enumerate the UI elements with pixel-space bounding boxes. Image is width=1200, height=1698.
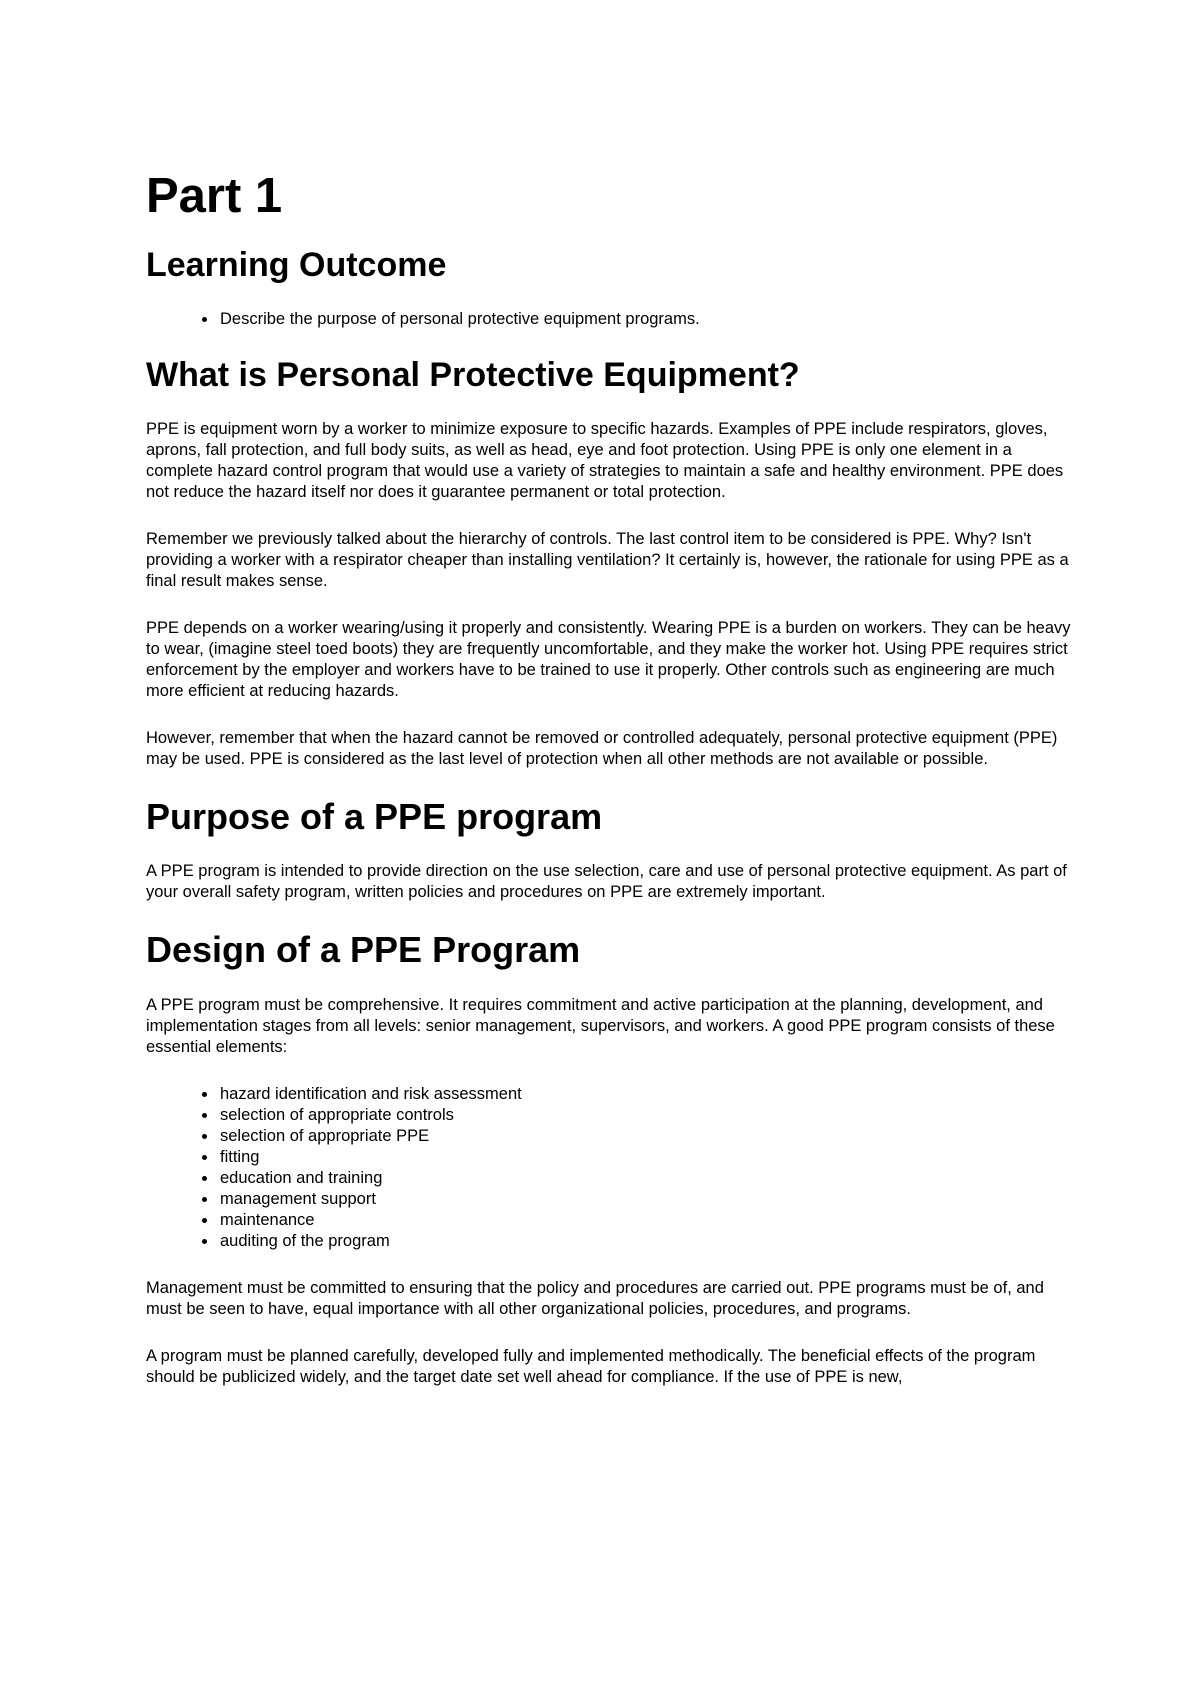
list-item: • hazard identification and risk assessment [218, 1084, 1076, 1105]
paragraph: PPE depends on a worker wearing/using it properly and consistently. Wearing PPE is a burden on workers. They can be heavy to wear, (imagine steel toed boots) they are frequently uncomfortable, and they make the worker hot. Using PPE requires strict enforcement by the employer and workers have to be trained to use it properly. Other controls such as engineering are much more efficient at reducing hazards. [146, 619, 1071, 701]
list-item: • selection of appropriate PPE [218, 1126, 1076, 1147]
design-heading: Design of a PPE Program [146, 929, 581, 971]
paragraph: Management must be committed to ensuring that the policy and procedures are carried out. PPE programs must be of, and must be seen to have, equal importance with all other organizational policies, procedures, and programs. [146, 1278, 1044, 1318]
learning-outcome-list [146, 309, 1076, 330]
paragraph: PPE is equipment worn by a worker to minimize exposure to specific hazards. Examples of PPE include respirators, gloves, aprons, fall protection, and full body suits, as well as head, eye and foot protection. Using PPE is only one element in a complete hazard control program that would use a variety of strategies to maintain a safe and healthy environment. PPE does not reduce the hazard itself nor does it guarantee permanent or total protection. [146, 420, 1064, 502]
list-item: • selection of appropriate controls [218, 1105, 1076, 1126]
learning-outcome-heading: Learning Outcome [146, 245, 447, 284]
list-item: • auditing of the program [218, 1231, 1076, 1252]
list-item: • management support [218, 1189, 1076, 1210]
document-title: Part 1 [146, 169, 283, 223]
list-item: • maintenance [218, 1210, 1076, 1231]
paragraph: A PPE program is intended to provide direction on the use selection, care and use of personal protective equipment. As part of your overall safety program, written policies and procedures on PPE are extremely important. [146, 862, 1067, 902]
paragraph: However, remember that when the hazard cannot be removed or controlled adequately, personal protective equipment (PPE) may be used. PPE is considered as the last level of protection when all other methods are not available or possible. [146, 729, 1058, 769]
paragraph: Remember we previously talked about the hierarchy of controls. The last control item to be considered is PPE. Why? Isn't providing a worker with a respirator cheaper than installing ventilation? It certainly is, however, the rationale for using PPE as a final result makes sense. [146, 530, 1069, 591]
what-is-ppe-heading: What is Personal Protective Equipment? [146, 355, 800, 394]
purpose-heading: Purpose of a PPE program [146, 796, 603, 838]
paragraph: A PPE program must be comprehensive. It requires commitment and active participation at the planning, development, and implementation stages from all levels: senior management, supervisors, and workers. A good PPE program consists of these essential elements: [146, 995, 1055, 1056]
design-elements-list [146, 1084, 1076, 1252]
document-page [146, 170, 1076, 1414]
list-item: • fitting [218, 1147, 1076, 1168]
list-item: • education and training [218, 1168, 1076, 1189]
paragraph: A program must be planned carefully, developed fully and implemented methodically. The beneficial effects of the program should be publicized widely, and the target date set well ahead for compliance. If the use of PPE is new, [146, 1346, 1036, 1386]
list-item: • Describe the purpose of personal protective equipment programs. [218, 309, 1076, 330]
